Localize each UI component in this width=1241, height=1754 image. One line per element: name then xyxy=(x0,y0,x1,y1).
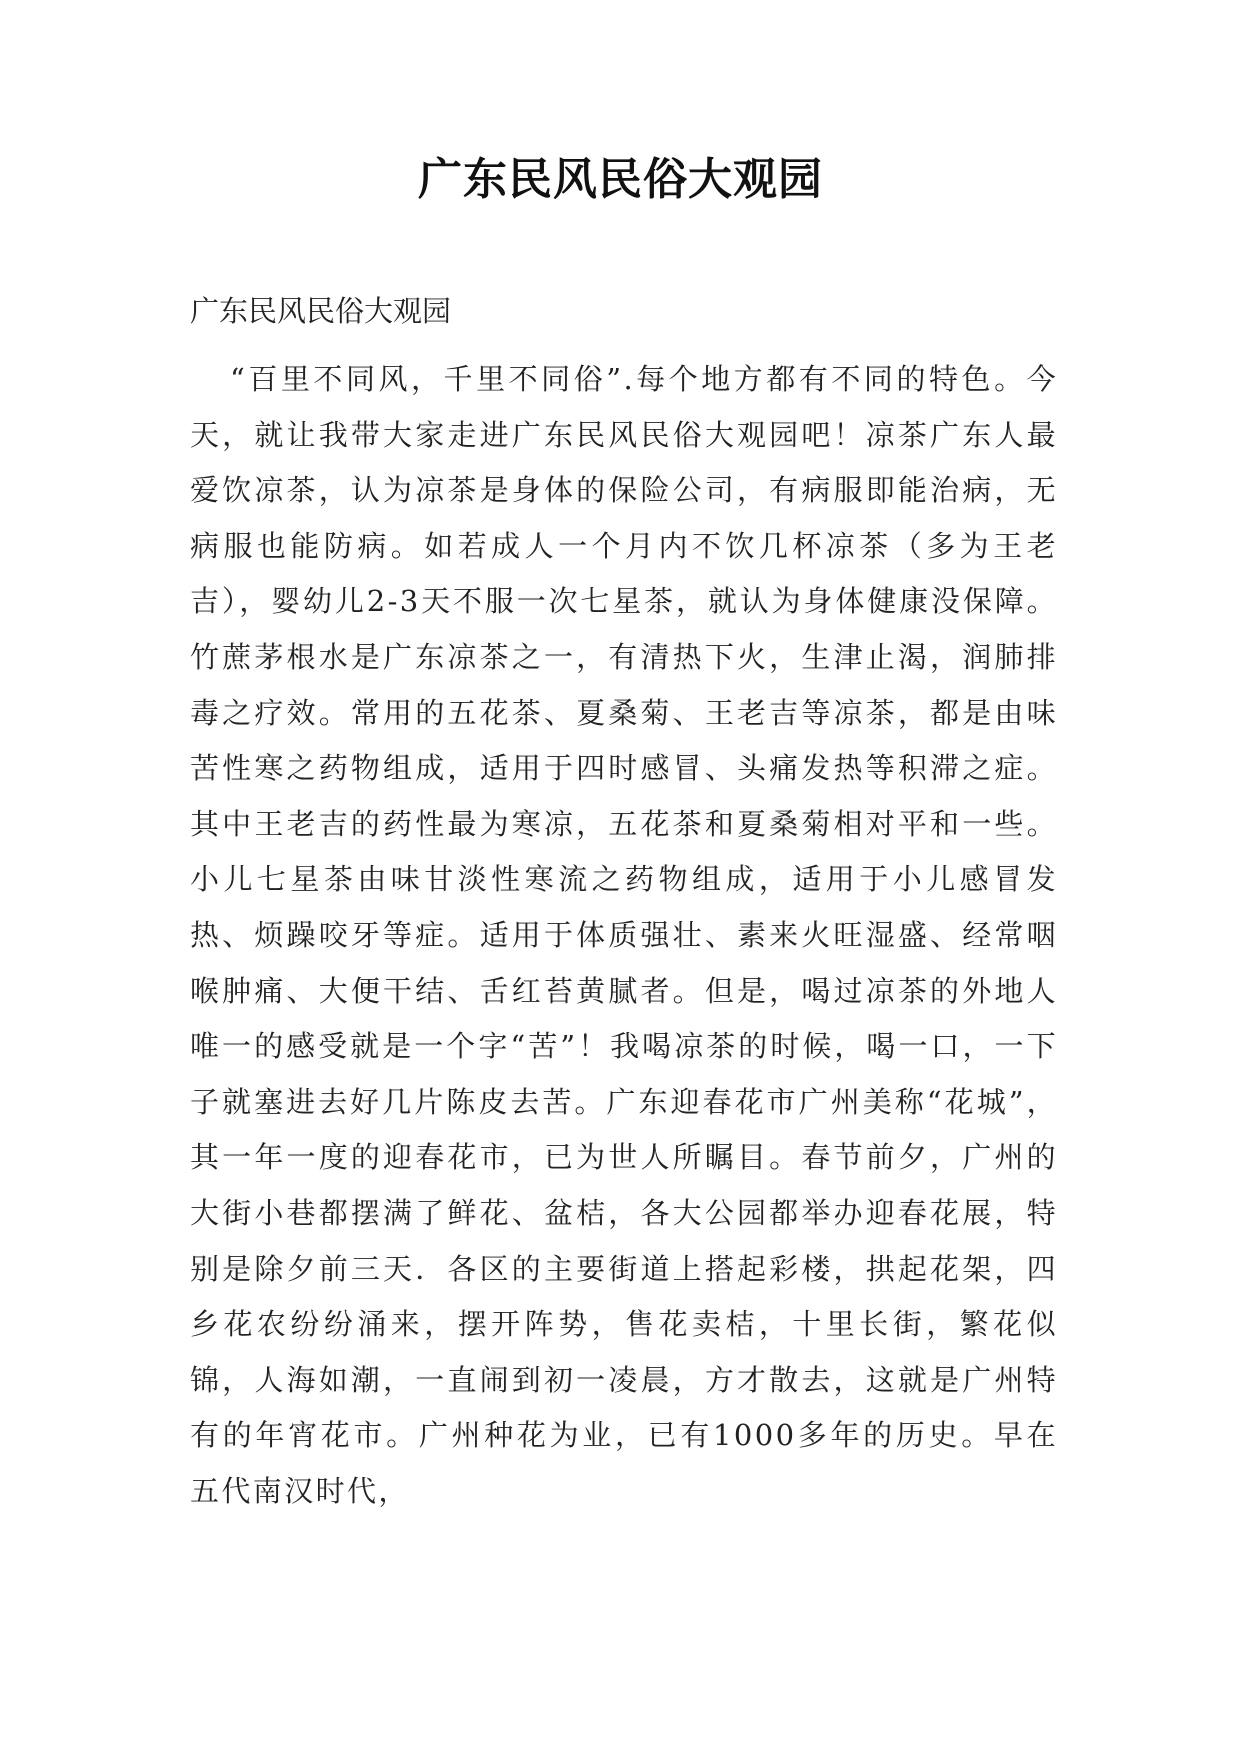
document-body: “百里不同风，千里不同俗”.每个地方都有不同的特色。今天，就让我带大家走进广东民风民俗大观园吧！凉茶广东人最爱饮凉茶，认为凉茶是身体的保险公司，有病服即能治病，无病服也能防病。如若成人一个月内不饮几杯凉茶（多为王老吉），婴幼儿2-3天不服一次七星茶，就认为身体健康没保障。竹蔗茅根水是广东凉茶之一，有清热下火，生津止渴，润肺排毒之疗效。常用的五花茶、夏桑菊、王老吉等凉茶，都是由味苦性寒之药物组成，适用于四时感冒、头痛发热等积滞之症。其中王老吉的药性最为寒凉，五花茶和夏桑菊相对平和一些。小儿七星茶由味甘淡性寒流之药物组成，适用于小儿感冒发热、烦躁咬牙等症。适用于体质强壮、素来火旺湿盛、经常咽喉肿痛、大便干结、舌红苔黄腻者。但是，喝过凉茶的外地人唯一的感受就是一个字“苦”！我喝凉茶的时候，喝一口，一下子就塞进去好几片陈皮去苦。广东迎春花市广州美称“花城”，其一年一度的迎春花市，已为世人所瞩目。春节前夕，广州的大街小巷都摆满了鲜花、盆桔，各大公园都举办迎春花展，特别是除夕前三天．各区的主要街道上搭起彩楼，拱起花架，四乡花农纷纷涌来，摆开阵势，售花卖桔，十里长街，繁花似锦，人海如潮，一直闹到初一凌晨，方才散去，这就是广州特有的年宵花市。广州种花为业，已有1000多年的历史。早在五代南汉时代， xyxy=(190,362,1058,1508)
page-title: 广东民风民俗大观园 xyxy=(418,154,823,205)
document-subtitle: 广东民风民俗大观园 xyxy=(190,294,452,328)
